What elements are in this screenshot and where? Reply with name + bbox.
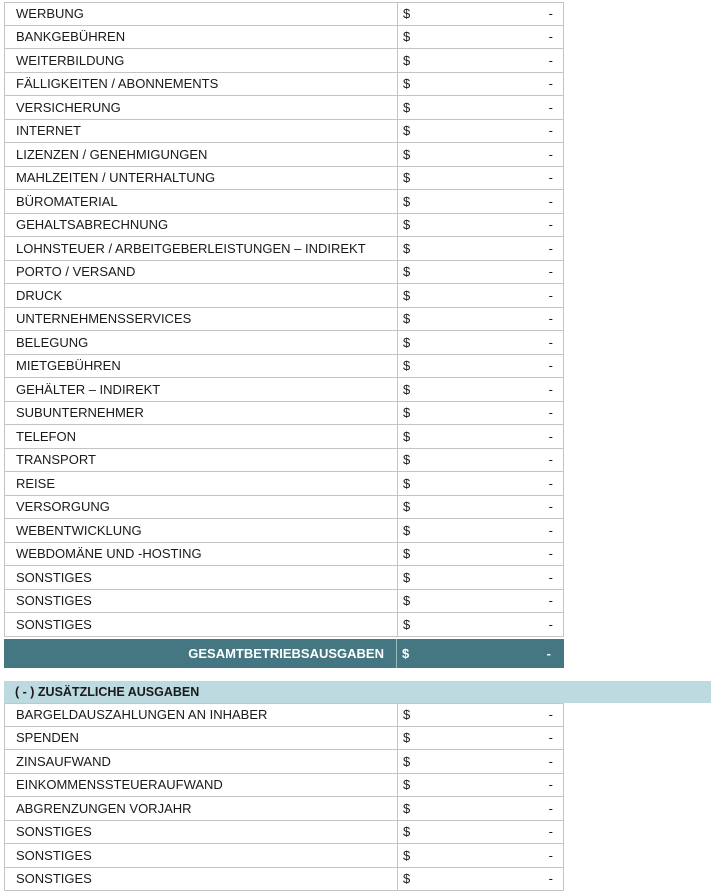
expense-row — [4, 543, 564, 567]
amount-cell[interactable]: - — [548, 707, 553, 723]
row-label: DRUCK — [5, 284, 398, 307]
row-label: BARGELDAUSZAHLUNGEN AN INHABER — [5, 704, 398, 726]
currency-symbol: $ — [403, 358, 411, 374]
currency-symbol: $ — [403, 170, 411, 186]
amount-cell[interactable]: - — [548, 193, 553, 209]
expense-row — [4, 449, 564, 473]
currency-symbol: $ — [403, 193, 411, 209]
row-label: TRANSPORT — [5, 449, 398, 472]
amount-cell[interactable]: - — [548, 405, 553, 421]
amount-cell[interactable]: - — [548, 847, 553, 863]
row-label: ABGRENZUNGEN VORJAHR — [5, 797, 398, 820]
currency-symbol: $ — [403, 707, 411, 723]
currency-symbol: $ — [403, 29, 411, 45]
operating-expenses-table — [4, 2, 564, 637]
amount-cell[interactable]: - — [548, 358, 553, 374]
amount-cell[interactable]: - — [548, 287, 553, 303]
additional-expense-row — [4, 774, 564, 798]
expense-row — [4, 167, 564, 191]
expense-row — [4, 496, 564, 520]
currency-symbol: $ — [403, 76, 411, 92]
row-label: MAHLZEITEN / UNTERHALTUNG — [5, 167, 398, 190]
row-label: REISE — [5, 472, 398, 495]
row-label: BÜROMATERIAL — [5, 190, 398, 213]
additional-expense-row — [4, 868, 564, 892]
expense-row — [4, 519, 564, 543]
currency-symbol: $ — [403, 311, 411, 327]
additional-expense-row — [4, 821, 564, 845]
amount-cell[interactable]: - — [548, 311, 553, 327]
additional-expense-row — [4, 727, 564, 751]
additional-expense-row — [4, 750, 564, 774]
amount-cell[interactable]: - — [548, 546, 553, 562]
amount-cell[interactable]: - — [548, 730, 553, 746]
amount-cell[interactable]: - — [548, 99, 553, 115]
row-label: BELEGUNG — [5, 331, 398, 354]
row-label: PORTO / VERSAND — [5, 261, 398, 284]
currency-symbol: $ — [403, 452, 411, 468]
row-label: GEHÄLTER – INDIREKT — [5, 378, 398, 401]
currency-symbol: $ — [403, 800, 411, 816]
currency-symbol: $ — [403, 52, 411, 68]
amount-cell[interactable]: - — [548, 217, 553, 233]
row-label: WEBENTWICKLUNG — [5, 519, 398, 542]
row-label: WEITERBILDUNG — [5, 49, 398, 72]
expense-row — [4, 73, 564, 97]
expense-row — [4, 590, 564, 614]
row-label: SONSTIGES — [5, 566, 398, 589]
currency-symbol: $ — [403, 99, 411, 115]
amount-cell[interactable]: - — [548, 593, 553, 609]
expense-row — [4, 96, 564, 120]
amount-cell[interactable]: - — [548, 522, 553, 538]
amount-cell[interactable]: - — [548, 6, 553, 22]
expense-row — [4, 378, 564, 402]
row-label: UNTERNEHMENSSERVICES — [5, 308, 398, 331]
currency-symbol: $ — [403, 569, 411, 585]
amount-cell[interactable]: - — [548, 52, 553, 68]
row-label: GEHALTSABRECHNUNG — [5, 214, 398, 237]
additional-expense-row — [4, 797, 564, 821]
currency-symbol: $ — [403, 824, 411, 840]
amount-cell[interactable]: - — [548, 475, 553, 491]
expense-row — [4, 566, 564, 590]
currency-symbol: $ — [403, 593, 411, 609]
row-label: SUBUNTERNEHMER — [5, 402, 398, 425]
total-operating-expenses-row — [4, 639, 564, 668]
expense-row — [4, 2, 564, 26]
row-label: WERBUNG — [5, 3, 398, 25]
currency-symbol: $ — [403, 381, 411, 397]
amount-cell[interactable]: - — [548, 800, 553, 816]
amount-cell[interactable]: - — [548, 381, 553, 397]
amount-cell[interactable]: - — [548, 616, 553, 632]
currency-symbol: $ — [403, 217, 411, 233]
row-label: MIETGEBÜHREN — [5, 355, 398, 378]
currency-symbol: $ — [403, 6, 411, 22]
amount-cell[interactable]: - — [548, 123, 553, 139]
row-label: SPENDEN — [5, 727, 398, 750]
row-label: SONSTIGES — [5, 590, 398, 613]
currency-symbol: $ — [403, 475, 411, 491]
additional-expense-row — [4, 703, 564, 727]
row-label: VERSORGUNG — [5, 496, 398, 519]
amount-cell[interactable]: - — [548, 428, 553, 444]
row-label: SONSTIGES — [5, 868, 398, 891]
expense-row — [4, 49, 564, 73]
expense-row — [4, 190, 564, 214]
expense-row — [4, 120, 564, 144]
row-label: BANKGEBÜHREN — [5, 26, 398, 49]
expense-row — [4, 472, 564, 496]
expense-row — [4, 237, 564, 261]
additional-expenses-table — [4, 703, 564, 891]
currency-symbol: $ — [403, 287, 411, 303]
amount-cell[interactable]: - — [548, 264, 553, 280]
currency-symbol: $ — [403, 334, 411, 350]
row-label: WEBDOMÄNE UND -HOSTING — [5, 543, 398, 566]
amount-cell[interactable]: - — [548, 777, 553, 793]
expense-row — [4, 26, 564, 50]
row-label: SONSTIGES — [5, 844, 398, 867]
expense-row — [4, 402, 564, 426]
amount-cell[interactable]: - — [548, 170, 553, 186]
additional-expenses-header: ( - ) ZUSÄTZLICHE AUSGABEN — [4, 681, 711, 703]
amount-cell[interactable]: - — [548, 753, 553, 769]
amount-cell[interactable]: - — [548, 871, 553, 887]
currency-symbol: $ — [403, 405, 411, 421]
amount-cell[interactable]: - — [548, 569, 553, 585]
currency-symbol: $ — [403, 777, 411, 793]
currency-symbol: $ — [403, 240, 411, 256]
currency-symbol: $ — [403, 847, 411, 863]
currency-symbol: $ — [403, 499, 411, 515]
currency-symbol: $ — [403, 616, 411, 632]
total-currency: $ — [402, 646, 410, 661]
expense-row — [4, 308, 564, 332]
row-label: LIZENZEN / GENEHMIGUNGEN — [5, 143, 398, 166]
amount-cell[interactable]: - — [548, 499, 553, 515]
expense-row — [4, 284, 564, 308]
amount-cell[interactable]: - — [548, 334, 553, 350]
row-label: VERSICHERUNG — [5, 96, 398, 119]
expense-row — [4, 143, 564, 167]
amount-cell[interactable]: - — [548, 824, 553, 840]
currency-symbol: $ — [403, 730, 411, 746]
currency-symbol: $ — [403, 522, 411, 538]
currency-symbol: $ — [403, 546, 411, 562]
currency-symbol: $ — [403, 146, 411, 162]
amount-cell[interactable]: - — [548, 29, 553, 45]
expense-row — [4, 425, 564, 449]
total-amount[interactable]: - — [546, 646, 551, 661]
amount-cell[interactable]: - — [548, 146, 553, 162]
amount-cell[interactable]: - — [548, 76, 553, 92]
currency-symbol: $ — [403, 264, 411, 280]
currency-symbol: $ — [403, 123, 411, 139]
currency-symbol: $ — [403, 871, 411, 887]
expense-row — [4, 613, 564, 637]
row-label: LOHNSTEUER / ARBEITGEBERLEISTUNGEN – INDIREKT — [5, 237, 398, 260]
row-label: TELEFON — [5, 425, 398, 448]
row-label: EINKOMMENSSTEUERAUFWAND — [5, 774, 398, 797]
currency-symbol: $ — [403, 428, 411, 444]
row-label: SONSTIGES — [5, 613, 398, 636]
row-label: ZINSAUFWAND — [5, 750, 398, 773]
expense-row — [4, 261, 564, 285]
expense-row — [4, 214, 564, 238]
row-label: FÄLLIGKEITEN / ABONNEMENTS — [5, 73, 398, 96]
amount-cell[interactable]: - — [548, 452, 553, 468]
expense-row — [4, 331, 564, 355]
row-label: SONSTIGES — [5, 821, 398, 844]
row-label: INTERNET — [5, 120, 398, 143]
currency-symbol: $ — [403, 753, 411, 769]
amount-cell[interactable]: - — [548, 240, 553, 256]
total-label: GESAMTBETRIEBSAUSGABEN — [4, 639, 397, 668]
additional-expense-row — [4, 844, 564, 868]
expense-row — [4, 355, 564, 379]
